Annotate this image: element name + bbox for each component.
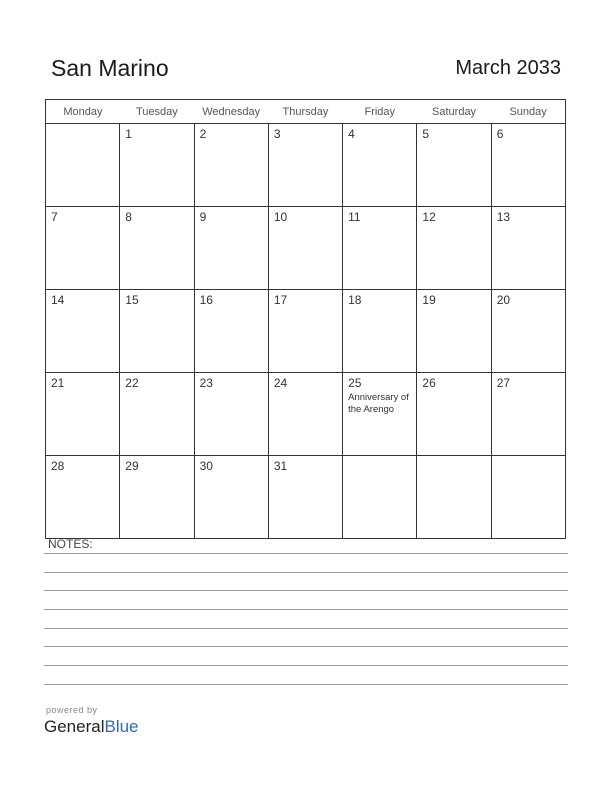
note-line xyxy=(44,646,568,647)
day-cell[interactable] xyxy=(343,290,417,373)
day-number: 5 xyxy=(422,127,430,141)
day-cell[interactable] xyxy=(268,456,342,539)
day-number: 14 xyxy=(51,293,65,307)
day-cell[interactable] xyxy=(417,373,491,456)
day-cell[interactable] xyxy=(194,124,268,207)
day-cell[interactable] xyxy=(120,207,194,290)
day-cell[interactable] xyxy=(120,456,194,539)
day-cell[interactable] xyxy=(120,124,194,207)
week-row xyxy=(46,290,566,373)
day-number: 11 xyxy=(348,210,361,224)
note-line xyxy=(44,590,568,591)
day-cell[interactable] xyxy=(194,373,268,456)
day-number: 24 xyxy=(273,376,288,390)
note-line xyxy=(44,572,568,573)
day-number: 13 xyxy=(496,210,511,224)
day-number: 9 xyxy=(199,210,207,224)
day-cell[interactable] xyxy=(417,124,491,207)
holiday-label: Anniversary of the Arengo xyxy=(348,392,409,415)
day-number: 6 xyxy=(496,127,504,141)
day-number: 3 xyxy=(273,127,281,141)
weekday-header: Tuesday xyxy=(120,100,194,124)
brand-blue: Blue xyxy=(104,717,139,736)
day-number: 26 xyxy=(422,376,436,390)
day-number: 18 xyxy=(348,293,362,307)
day-cell[interactable] xyxy=(268,290,342,373)
day-number: 12 xyxy=(422,210,436,224)
country-title: San Marino xyxy=(51,55,169,81)
week-row xyxy=(46,124,566,207)
day-number: 8 xyxy=(125,210,132,224)
day-cell[interactable] xyxy=(491,207,565,290)
day-cell[interactable] xyxy=(491,290,565,373)
day-cell[interactable] xyxy=(268,124,342,207)
day-number: 17 xyxy=(273,293,288,307)
day-cell[interactable] xyxy=(46,207,120,290)
day-cell[interactable] xyxy=(268,207,342,290)
day-cell[interactable] xyxy=(343,207,417,290)
day-cell[interactable] xyxy=(194,456,268,539)
day-number: 2 xyxy=(199,127,207,141)
day-number: 4 xyxy=(348,127,355,141)
day-cell[interactable] xyxy=(194,290,268,373)
day-number: 30 xyxy=(199,459,213,473)
brand-general: General xyxy=(44,717,105,736)
week-row xyxy=(46,456,566,539)
day-cell[interactable] xyxy=(417,290,491,373)
day-number: 16 xyxy=(199,293,213,307)
week-row xyxy=(46,373,566,456)
day-number: 22 xyxy=(125,376,139,390)
note-line xyxy=(44,553,568,554)
day-cell[interactable] xyxy=(194,207,268,290)
day-cell[interactable] xyxy=(417,207,491,290)
day-cell[interactable] xyxy=(46,124,120,207)
day-cell[interactable] xyxy=(343,456,417,539)
day-cell[interactable] xyxy=(46,290,120,373)
day-number: 29 xyxy=(125,459,139,473)
week-row xyxy=(46,207,566,290)
day-cell[interactable] xyxy=(120,290,194,373)
note-line xyxy=(44,628,568,629)
note-line xyxy=(44,684,568,685)
day-cell[interactable] xyxy=(120,373,194,456)
weekday-header: Saturday xyxy=(417,100,491,124)
month-title: March 2033 xyxy=(455,57,561,79)
note-line xyxy=(44,609,568,610)
day-number: 20 xyxy=(496,293,511,307)
weekday-header: Friday xyxy=(343,100,417,124)
day-cell[interactable] xyxy=(268,373,342,456)
day-cell[interactable] xyxy=(343,373,417,456)
day-cell[interactable] xyxy=(491,373,565,456)
day-cell[interactable] xyxy=(46,456,120,539)
day-cell[interactable] xyxy=(46,373,120,456)
calendar-grid xyxy=(45,99,566,539)
day-number: 27 xyxy=(496,376,511,390)
note-line xyxy=(44,665,568,666)
day-number: 10 xyxy=(273,210,288,224)
day-cell[interactable] xyxy=(343,124,417,207)
day-cell[interactable] xyxy=(491,124,565,207)
weekday-header: Monday xyxy=(46,100,120,124)
weekday-header-row xyxy=(46,100,566,124)
day-number: 15 xyxy=(125,293,139,307)
generalblue-logo[interactable] xyxy=(44,717,139,737)
day-number: 7 xyxy=(51,210,58,224)
notes-label: NOTES: xyxy=(48,537,93,551)
weekday-header: Thursday xyxy=(268,100,342,124)
day-number: 23 xyxy=(199,376,213,390)
powered-by-text: powered by xyxy=(46,705,98,715)
day-number: 21 xyxy=(51,376,65,390)
day-cell[interactable] xyxy=(491,456,565,539)
day-number: 31 xyxy=(273,459,288,473)
weekday-header: Wednesday xyxy=(194,100,268,124)
day-number: 25 xyxy=(348,376,362,390)
day-number: 1 xyxy=(125,127,132,141)
weekday-header: Sunday xyxy=(491,100,565,124)
day-number: 28 xyxy=(51,459,65,473)
day-cell[interactable] xyxy=(417,456,491,539)
day-number: 19 xyxy=(422,293,436,307)
